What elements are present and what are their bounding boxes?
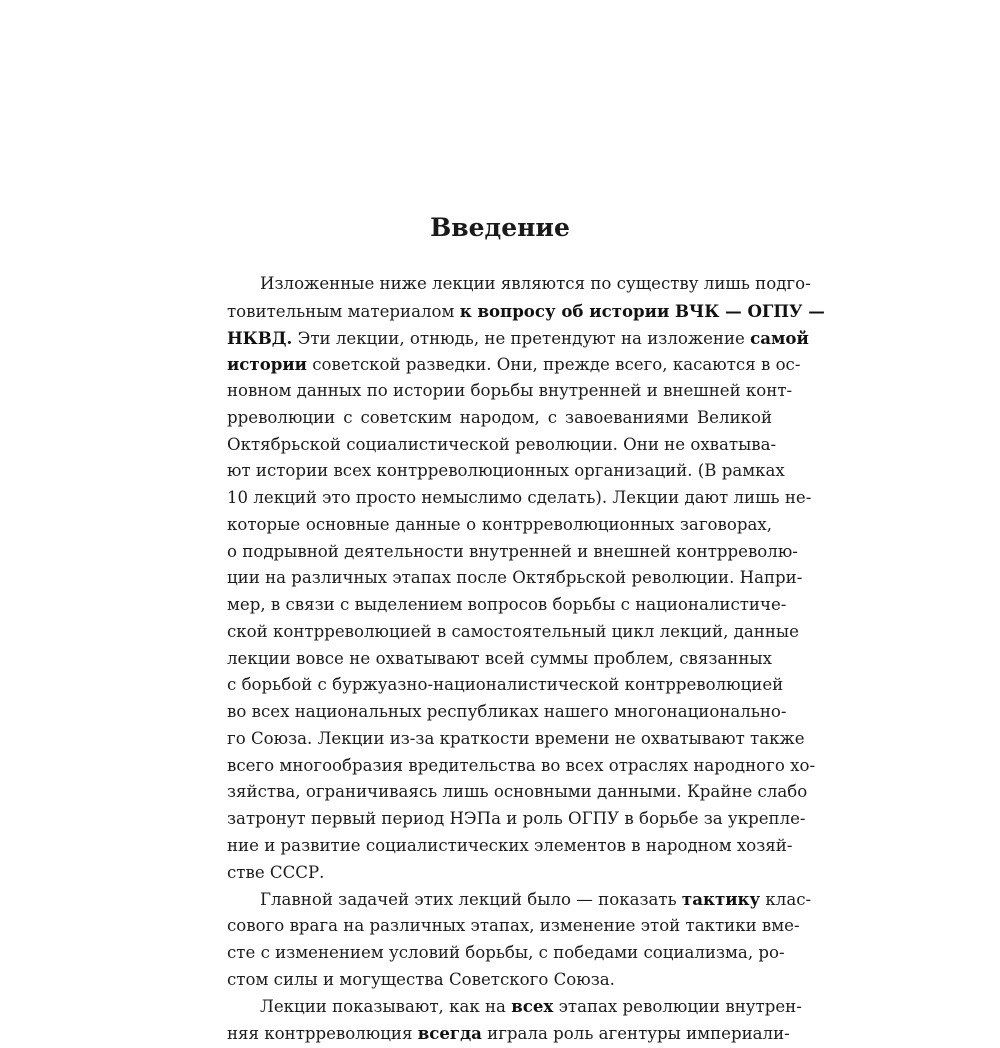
text-line xyxy=(227,271,811,298)
text-run: рреволюции с советским народом, с завоеваниями Великой xyxy=(227,407,772,427)
text-line xyxy=(227,860,772,887)
text-run: мер, в связи с выделением вопросов борьбы с националистиче- xyxy=(227,595,787,614)
text-run: с борьбой с буржуазно-националистической контрреволюцией xyxy=(227,675,784,695)
emphasis-text: истории xyxy=(227,354,307,375)
text-run: всего многообразия вредительства во всех отраслях народного хо- xyxy=(227,755,816,775)
text-run: ской контрреволюцией в самостоятельный цикл лекций, данные xyxy=(227,621,799,641)
chapter-title: Введение xyxy=(430,213,570,242)
text-run: стом силы и могущества Советского Союза. xyxy=(227,969,615,989)
text-line xyxy=(227,432,777,459)
text-line xyxy=(227,779,808,806)
text-line xyxy=(227,967,772,994)
paragraph xyxy=(227,886,812,993)
text-run: во всех национальных республиках нашего многонационально- xyxy=(227,702,787,721)
text-run: зяйства, ограничиваясь лишь основными данными. Крайне слабо xyxy=(227,782,808,802)
text-line xyxy=(227,325,809,352)
text-line xyxy=(227,806,806,833)
text-run: ние и развитие социалистических элементов в народном хозяй- xyxy=(227,835,793,855)
text-line xyxy=(227,726,805,753)
emphasis-text: всех xyxy=(511,996,554,1017)
text-run: сового врага на различных этапах, изменение этой тактики вме- xyxy=(227,916,800,935)
text-run: няя контрреволюция xyxy=(227,1024,418,1043)
text-line xyxy=(227,619,799,646)
text-line xyxy=(227,405,772,432)
text-line xyxy=(227,646,772,673)
emphasis-text: НКВД. xyxy=(227,327,293,348)
text-run: клас- xyxy=(760,890,812,910)
text-run: ции на различных этапах после Октябрьской революции. Напри- xyxy=(227,568,803,588)
text-line xyxy=(227,351,801,378)
text-line xyxy=(227,672,784,699)
text-run: новном данных по истории борьбы внутренней и внешней конт- xyxy=(227,381,793,400)
text-line xyxy=(227,1020,790,1047)
emphasis-text: всегда xyxy=(417,1023,482,1043)
text-line xyxy=(227,993,802,1020)
text-run: сте с изменением условий борьбы, с победами социализма, ро- xyxy=(227,942,785,962)
paragraph xyxy=(227,993,802,1047)
text-line xyxy=(227,753,816,780)
text-run: лекции вовсе не охватывают всей суммы проблем, связанных xyxy=(227,648,772,668)
text-line xyxy=(227,913,800,940)
body-text xyxy=(227,271,825,1047)
text-run: этапах революции внутрен- xyxy=(553,997,802,1017)
text-run: Главной задачей этих лекций было — показать xyxy=(260,890,682,910)
text-line xyxy=(227,512,772,539)
text-line xyxy=(227,485,812,512)
text-line xyxy=(227,298,825,325)
text-line xyxy=(227,378,793,405)
text-line xyxy=(227,886,812,913)
emphasis-text: к вопросу об истории ВЧК — ОГПУ — xyxy=(459,300,825,321)
text-run: 10 лекций это просто немыслимо сделать). Лекции дают лишь не- xyxy=(227,488,812,507)
text-run: Лекции показывают, как на xyxy=(260,997,512,1017)
text-run: о подрывной деятельности внутренней и внешней контрреволю- xyxy=(227,541,798,561)
text-run: советской разведки. Они, прежде всего, касаются в ос- xyxy=(306,355,801,375)
text-run: го Союза. Лекции из-за краткости времени не охватывают также xyxy=(227,728,805,748)
text-line xyxy=(227,565,803,592)
text-line xyxy=(227,539,798,566)
text-run: стве СССР. xyxy=(227,862,325,882)
text-run: Эти лекции, отнюдь, не претендуют на изложение xyxy=(292,328,751,348)
text-line xyxy=(227,458,785,485)
text-run: которые основные данные о контрреволюционных заговорах, xyxy=(227,514,772,534)
text-run: затронут первый период НЭПа и роль ОГПУ в борьбе за укрепле- xyxy=(227,809,806,828)
paragraph xyxy=(227,271,825,886)
text-run: ют истории всех контрреволюционных организаций. (В рамках xyxy=(227,461,785,481)
text-run: товительным материалом xyxy=(227,301,460,321)
text-line xyxy=(227,699,787,726)
text-run: играла роль агентуры империали- xyxy=(481,1024,790,1043)
text-run: Октябрьской социалистической революции. Они не охватыва- xyxy=(227,434,777,454)
emphasis-text: самой xyxy=(750,327,809,348)
text-line xyxy=(227,940,785,967)
text-line xyxy=(227,592,787,619)
text-line xyxy=(227,833,793,860)
emphasis-text: тактику xyxy=(681,889,761,910)
text-run: Изложенные ниже лекции являются по существу лишь подго- xyxy=(260,274,811,293)
